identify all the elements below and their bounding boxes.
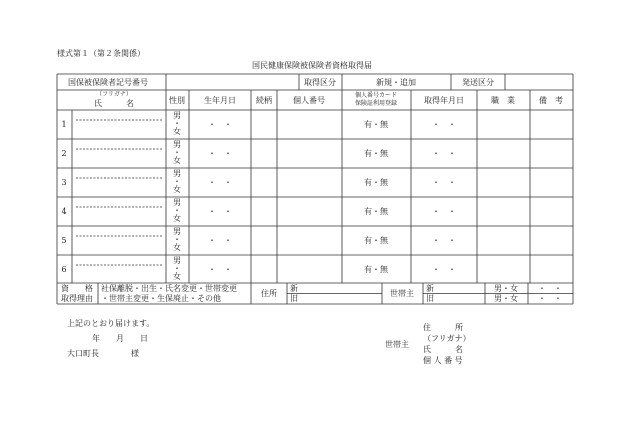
personal-number-field[interactable] bbox=[278, 198, 341, 225]
header-birth-date: 生年月日 bbox=[204, 96, 236, 105]
householder-old-field[interactable] bbox=[436, 294, 484, 303]
row-number: 1 bbox=[61, 120, 67, 129]
header-sex: 性別 bbox=[169, 96, 185, 105]
date-line[interactable]: 年 月 日 bbox=[92, 334, 148, 343]
householder-new-date[interactable]: ・ ・ bbox=[538, 284, 562, 293]
furigana-field[interactable] bbox=[76, 169, 162, 178]
header-card-line1: 個人番号カード bbox=[354, 92, 398, 99]
relationship-field[interactable] bbox=[252, 140, 276, 167]
personal-number-field[interactable] bbox=[278, 140, 341, 167]
acquisition-date-field[interactable]: ・ ・ bbox=[432, 207, 456, 216]
birth-date-field[interactable]: ・ ・ bbox=[208, 265, 232, 274]
name-field[interactable] bbox=[76, 121, 162, 138]
sex-female[interactable]: 女 bbox=[173, 127, 181, 136]
sex-male[interactable]: 男 bbox=[173, 111, 181, 120]
acquisition-type-value[interactable]: 新規・追加 bbox=[376, 78, 416, 87]
sex-male[interactable]: 男 bbox=[173, 256, 181, 265]
footer-name-field[interactable] bbox=[475, 344, 573, 354]
footer-furigana-field[interactable] bbox=[475, 333, 573, 343]
sex-male[interactable]: 男 bbox=[173, 227, 181, 236]
householder-label: 世帯主 bbox=[390, 289, 414, 298]
acquisition-date-field[interactable]: ・ ・ bbox=[432, 236, 456, 245]
reason-options-line2[interactable]: ・世帯主変更・生保廃止・その他 bbox=[101, 294, 221, 303]
householder-old-date[interactable]: ・ ・ bbox=[538, 294, 562, 303]
furigana-field[interactable] bbox=[76, 198, 162, 207]
birth-date-field[interactable]: ・ ・ bbox=[208, 236, 232, 245]
footer-personal-number-label: 個 人 番 号 bbox=[423, 356, 463, 365]
honorific-sama: 様 bbox=[131, 349, 139, 358]
birth-date-field[interactable]: ・ ・ bbox=[208, 207, 232, 216]
acquisition-type-label: 取得区分 bbox=[304, 78, 336, 87]
sex-male[interactable]: 男 bbox=[173, 140, 181, 149]
householder-new-field[interactable] bbox=[436, 284, 484, 293]
form-title: 国民健康保険被保険者資格取得届 bbox=[252, 61, 372, 70]
householder-old-sex[interactable]: 男・女 bbox=[494, 294, 518, 303]
dispatch-type-label: 発送区分 bbox=[462, 78, 494, 87]
sex-female[interactable]: 女 bbox=[173, 185, 181, 194]
insured-number-field[interactable] bbox=[167, 75, 298, 89]
row-number: 5 bbox=[61, 236, 67, 245]
name-field[interactable] bbox=[76, 266, 162, 282]
footer-furigana-label: （フリガナ） bbox=[423, 334, 471, 343]
relationship-field[interactable] bbox=[252, 111, 276, 138]
row-number: 6 bbox=[61, 265, 67, 274]
furigana-field[interactable] bbox=[76, 256, 162, 265]
relationship-field[interactable] bbox=[252, 227, 276, 254]
acquisition-date-field[interactable]: ・ ・ bbox=[432, 149, 456, 158]
householder-old-label: 旧 bbox=[426, 294, 434, 303]
header-card-line2: 保険証利用登録 bbox=[354, 100, 398, 107]
header-furigana: （フリガナ） bbox=[96, 91, 132, 98]
submission-notice: 上記のとおり届けます。 bbox=[67, 319, 155, 328]
personal-number-field[interactable] bbox=[278, 227, 341, 254]
header-acquisition-date: 取得年月日 bbox=[424, 96, 464, 105]
birth-date-field[interactable]: ・ ・ bbox=[208, 120, 232, 129]
sex-female[interactable]: 女 bbox=[173, 156, 181, 165]
card-registration-choice[interactable]: 有・無 bbox=[364, 236, 388, 245]
name-field[interactable] bbox=[76, 179, 162, 196]
acquisition-date-field[interactable]: ・ ・ bbox=[432, 178, 456, 187]
address-old-field[interactable] bbox=[300, 294, 381, 303]
sex-separator: ・ bbox=[173, 206, 181, 215]
personal-number-field[interactable] bbox=[278, 111, 341, 138]
furigana-field[interactable] bbox=[76, 140, 162, 149]
name-field[interactable] bbox=[76, 150, 162, 167]
reason-options-line1[interactable]: 社保離脱・出生・氏名変更・世帯変更 bbox=[101, 284, 237, 293]
name-field[interactable] bbox=[76, 208, 162, 225]
address-label: 住所 bbox=[261, 289, 277, 298]
form-number: 様式第１（第２条関係） bbox=[57, 49, 145, 58]
birth-date-field[interactable]: ・ ・ bbox=[208, 178, 232, 187]
card-registration-choice[interactable]: 有・無 bbox=[364, 265, 388, 274]
address-new-label: 新 bbox=[290, 284, 298, 293]
mayor-addressee: 大口町長 bbox=[67, 349, 99, 358]
personal-number-field[interactable] bbox=[278, 169, 341, 196]
address-old-label: 旧 bbox=[290, 294, 298, 303]
header-occupation: 職 業 bbox=[491, 96, 515, 105]
reason-label-line1: 資 格 bbox=[61, 284, 93, 293]
row-number: 3 bbox=[61, 178, 67, 187]
insured-number-label: 国保被保険者記号番号 bbox=[68, 78, 148, 87]
relationship-field[interactable] bbox=[252, 256, 276, 282]
footer-name-label: 氏 名 bbox=[423, 345, 463, 354]
header-remarks: 備 考 bbox=[539, 96, 563, 105]
sex-separator: ・ bbox=[173, 177, 181, 186]
householder-new-sex[interactable]: 男・女 bbox=[494, 284, 518, 293]
header-personal-number: 個人番号 bbox=[293, 96, 325, 105]
sex-separator: ・ bbox=[173, 235, 181, 244]
relationship-field[interactable] bbox=[252, 169, 276, 196]
birth-date-field[interactable]: ・ ・ bbox=[208, 149, 232, 158]
header-name: 氏 名 bbox=[94, 99, 134, 108]
relationship-field[interactable] bbox=[252, 198, 276, 225]
footer-address-field[interactable] bbox=[475, 322, 573, 332]
personal-number-field[interactable] bbox=[278, 256, 341, 282]
card-registration-choice[interactable]: 有・無 bbox=[364, 178, 388, 187]
sex-female[interactable]: 女 bbox=[173, 272, 181, 281]
footer-address-label: 住 所 bbox=[423, 323, 463, 332]
furigana-field[interactable] bbox=[76, 227, 162, 236]
sex-separator: ・ bbox=[173, 264, 181, 273]
acquisition-date-field[interactable]: ・ ・ bbox=[432, 120, 456, 129]
furigana-field[interactable] bbox=[76, 111, 162, 120]
header-relationship: 続柄 bbox=[256, 96, 272, 105]
sex-female[interactable]: 女 bbox=[173, 243, 181, 252]
sex-male[interactable]: 男 bbox=[173, 169, 181, 178]
reason-label-line2: 取得理由 bbox=[61, 294, 93, 303]
footer-personal-number-field[interactable] bbox=[475, 355, 573, 365]
sex-separator: ・ bbox=[173, 119, 181, 128]
acquisition-date-field[interactable]: ・ ・ bbox=[432, 265, 456, 274]
householder-new-label: 新 bbox=[426, 284, 434, 293]
card-registration-choice[interactable]: 有・無 bbox=[364, 120, 388, 129]
dispatch-type-field[interactable] bbox=[506, 75, 572, 89]
card-registration-choice[interactable]: 有・無 bbox=[364, 207, 388, 216]
footer-householder-label: 世帯主 bbox=[385, 340, 409, 349]
address-new-field[interactable] bbox=[300, 284, 381, 293]
name-field[interactable] bbox=[76, 237, 162, 254]
sex-male[interactable]: 男 bbox=[173, 198, 181, 207]
row-number: 4 bbox=[61, 207, 67, 216]
row-number: 2 bbox=[61, 149, 67, 158]
sex-separator: ・ bbox=[173, 148, 181, 157]
card-registration-choice[interactable]: 有・無 bbox=[364, 149, 388, 158]
sex-female[interactable]: 女 bbox=[173, 214, 181, 223]
